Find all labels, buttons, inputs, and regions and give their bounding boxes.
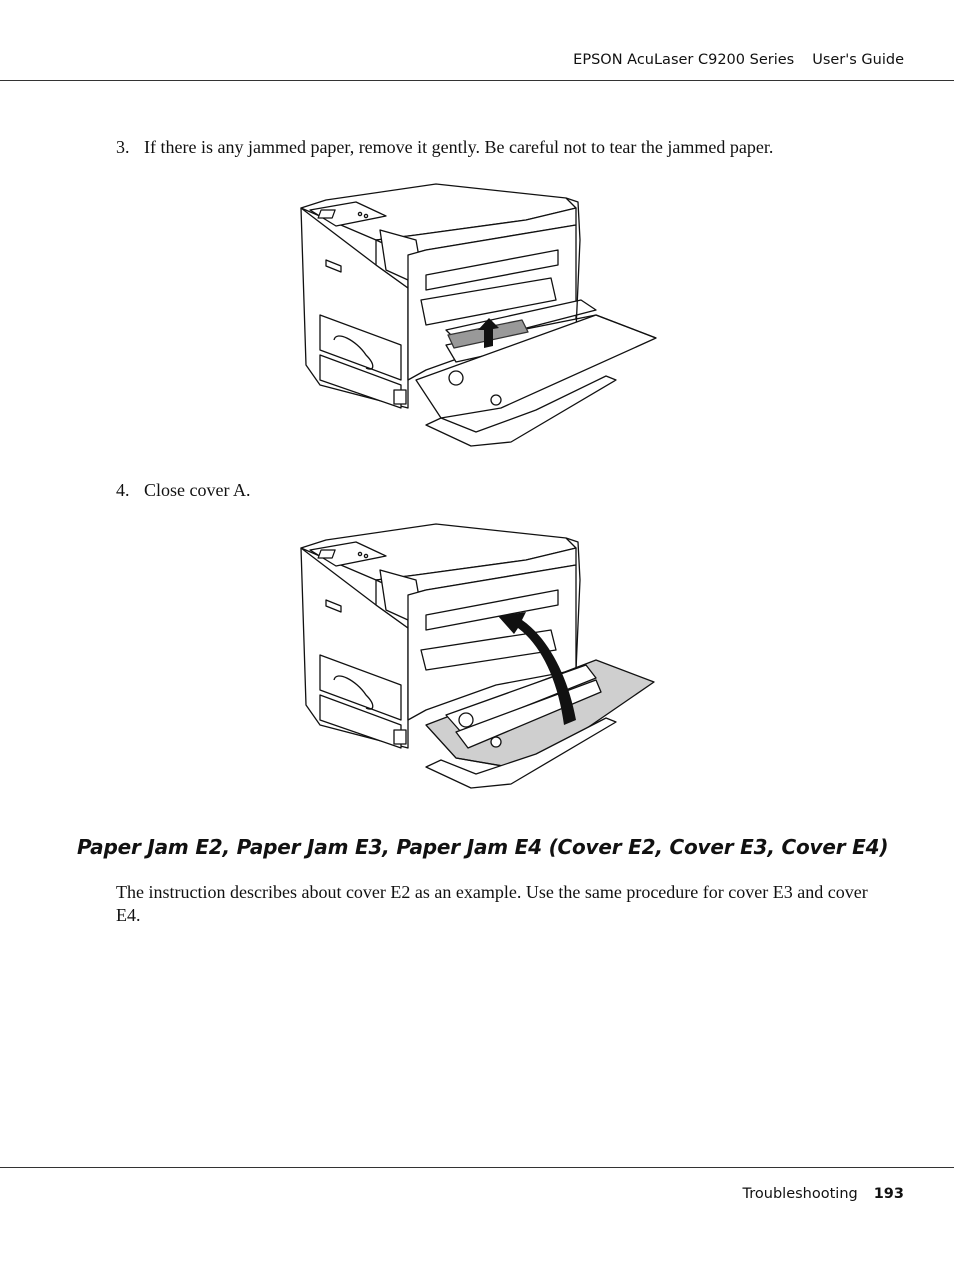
header-divider — [0, 80, 954, 81]
running-footer — [743, 1186, 904, 1202]
page-number: 193 — [873, 1186, 904, 1202]
running-header — [573, 52, 904, 68]
footer-section: Troubleshooting — [742, 1186, 858, 1202]
section-body: The instruction describes about cover E2 as an example. Use the same procedure for cover E3 and cover E4. — [116, 882, 868, 925]
footer-divider — [0, 1167, 954, 1168]
step-text: If there is any jammed paper, remove it gently. Be careful not to tear the jammed paper. — [144, 137, 774, 157]
section-heading: Paper Jam E2, Paper Jam E3, Paper Jam E4 (Cover E2, Cover E3, Cover E4) — [77, 835, 889, 859]
step-number: 4. — [116, 480, 130, 500]
step-number: 3. — [116, 137, 130, 157]
header-guide: User's Guide — [812, 52, 904, 68]
close-cover-illustration — [296, 520, 658, 792]
printer-jam-illustration — [296, 180, 658, 450]
step-text: Close cover A. — [144, 480, 251, 500]
header-product: EPSON AcuLaser C9200 Series — [573, 52, 795, 68]
step-3 — [116, 137, 773, 158]
step-4 — [116, 480, 250, 501]
